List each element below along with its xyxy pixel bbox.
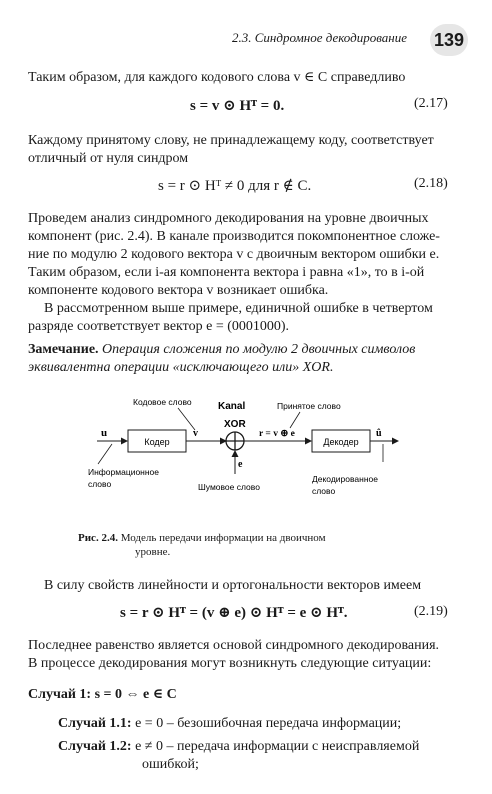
paragraph-2-line-2: отличный от нуля синдром (28, 151, 189, 166)
paragraph-5: В силу свойств линейности и ортогональности векторов имеем (44, 578, 422, 593)
info-word-leader-line (98, 444, 112, 464)
codeword-label: Кодовое слово (133, 397, 192, 407)
e-label: e (238, 459, 243, 470)
case-1-2-continuation: ошибкой; (142, 757, 199, 772)
paragraph-4-line-1: В рассмотренном выше примере, единичной ошибке в четвертом (44, 301, 433, 316)
case-1-1-label: Случай 1.1: (58, 716, 132, 731)
info-word-label-1: Информационное (88, 467, 160, 477)
remark-text-1: Операция сложения по модулю 2 двоичных символов (102, 342, 416, 357)
equation-2-17: s = v ⊙ Hᵀ = 0. (190, 98, 285, 114)
paragraph-4-line-2: разряде соответствует вектор e = (0001000). (28, 319, 290, 334)
info-word-label-2: слово (88, 479, 112, 489)
decoded-word-label-1: Декодированное (312, 474, 378, 484)
case-1-1-text: e = 0 – безошибочная передача информации; (135, 716, 402, 731)
remark-label: Замечание. (28, 342, 99, 357)
received-leader-line (290, 412, 300, 428)
u-hat-label: û (376, 428, 382, 439)
case-1 (28, 686, 464, 704)
equation-2-18-number: (2.18) (414, 176, 448, 191)
paragraph-3-line-5: компоненте кодового вектора v возникает ошибка. (28, 283, 329, 298)
case-1-2-label: Случай 1.2: (58, 739, 132, 754)
figure-caption-label: Рис. 2.4. (78, 532, 118, 544)
case-1-label: Случай 1: (28, 687, 92, 702)
decoded-word-label-2: слово (312, 486, 336, 496)
paragraph-2-line-1: Каждому принятому слову, не принадлежащему коду, соответствует (28, 133, 434, 148)
running-header: 2.3. Синдромное декодирование (232, 30, 407, 45)
coder-label: Кодер (144, 437, 170, 447)
paragraph-6-line-1: Последнее равенство является основой синдромного декодирования. (28, 638, 440, 653)
xor-label: XOR (224, 419, 246, 430)
case-1-1 (58, 715, 464, 733)
v-label: v (193, 428, 198, 439)
figure-caption-text: Модель передачи информации на двоичном (120, 532, 326, 544)
noise-word-label: Шумовое слово (198, 482, 260, 492)
decoder-label: Декодер (323, 437, 359, 447)
paragraph-3-line-4: Таким образом, если i-ая компонента вектора i равна «1», то в i-ой (28, 265, 425, 280)
equation-2-19: s = r ⊙ Hᵀ = (v ⊕ e) ⊙ Hᵀ = e ⊙ Hᵀ. (120, 605, 348, 621)
u-label: u (101, 427, 108, 439)
received-word-label: Принятое слово (277, 401, 341, 411)
paragraph-3-line-2: компонент (рис. 2.4). В канале производится покомпонентное сложе- (28, 229, 440, 244)
case-1-text: s = 0 ⇔ e ∈ C (94, 687, 177, 702)
case-1-2 (58, 738, 464, 756)
figure-caption-line-1 (78, 532, 326, 544)
paragraph-6-line-2: В процессе декодирования могут возникнуть следующие ситуации: (28, 656, 432, 671)
figure-caption-line-2: уровне. (135, 546, 171, 558)
equation-2-19-number: (2.19) (414, 604, 448, 619)
received-eq-label: r = v ⊕ e (259, 429, 295, 439)
equation-2-17-number: (2.17) (414, 96, 448, 111)
kanal-label: Kanal (218, 401, 246, 412)
page-number: 139 (430, 24, 468, 56)
remark-line-2: эквивалентна операции «исключающего или» XOR. (28, 360, 334, 375)
case-1-2-text: e ≠ 0 – передача информации с неисправляемой (135, 739, 420, 754)
paragraph-1: Таким образом, для каждого кодового слова v ∈ C справедливо (28, 70, 406, 85)
paragraph-3-line-3: ние по модулю 2 кодового вектора v с двоичным вектором ошибки e. (28, 247, 440, 262)
equation-2-18: s = r ⊙ Hᵀ ≠ 0 для r ∉ C. (158, 178, 312, 194)
codeword-leader-line (178, 408, 195, 430)
paragraph-3-line-1: Проведем анализ синдромного декодирования на уровне двоичных (28, 211, 429, 226)
